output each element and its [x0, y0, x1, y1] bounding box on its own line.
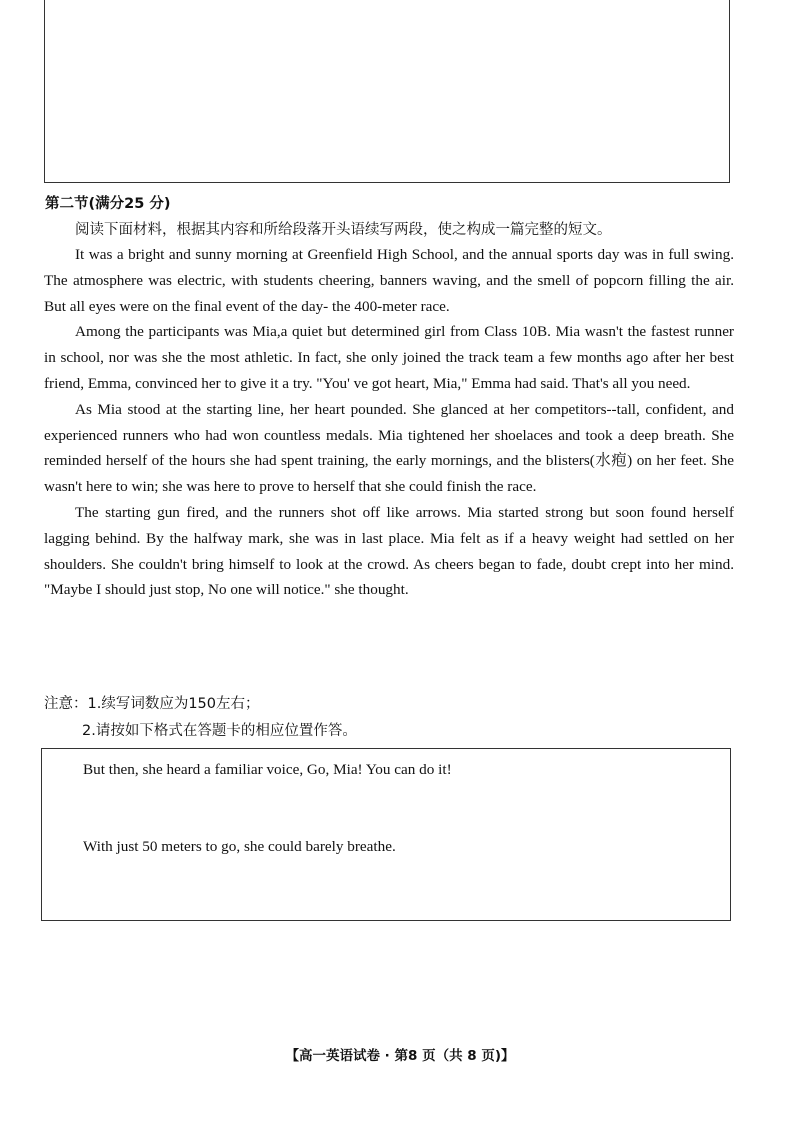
- paragraph-1-opening: But then, she heard a familiar voice, Go, Mia! You can do it!: [83, 761, 452, 778]
- section-instruction: 阅读下面材料，根据其内容和所给段落开头语续写两段，使之构成一篇完整的短文。: [75, 222, 612, 238]
- answer-format-box: [41, 748, 731, 921]
- passage-paragraph: As Mia stood at the starting line, her heart pounded. She glanced at her competitors--tall, confident, and experienced runners who had won countless medals. Mia tightened her shoelaces and took a deep breath. She reminded herself of the hours she had spent training, the early mornings, and the blisters(水疱) on her feet. She wasn't here to win; she was here to prove to herself that she could finish the race.: [44, 400, 734, 496]
- passage-paragraph: The starting gun fired, and the runners shot off like arrows. Mia started strong but soon found herself lagging behind. By the halfway mark, she was in last place. Mia felt as if a heavy weight had settled on her shoulders. She couldn't bring himself to look at the crowd. As cheers began to fade, doubt crept into her mind. "Maybe I should just stop, No one will notice." she thought.: [44, 503, 734, 599]
- page-footer: 【高一英语试卷 · 第8 页（共 8 页)】: [285, 1048, 515, 1064]
- previous-answer-box: [44, 0, 730, 183]
- passage-paragraph: Among the participants was Mia,a quiet but determined girl from Class 10B. Mia wasn't the fastest runner in school, nor was she the most athletic. In fact, she only joined the track team a few months ago after her best friend, Emma, convinced her to give it a try. "You' ve got heart, Mia," Emma had said. That's all you need.: [44, 323, 734, 392]
- section-heading: 第二节(满分25 分): [45, 196, 171, 212]
- reading-passage: [44, 242, 734, 603]
- passage-paragraph: It was a bright and sunny morning at Greenfield High School, and the annual sports day was in full swing. The atmosphere was electric, with students cheering, banners waving, and the smell of popcorn filling the air. But all eyes were on the final event of the day- the 400-meter race.: [44, 246, 734, 315]
- notes-title: 注意：1.续写词数应为150左右；: [44, 696, 260, 712]
- notes-item-2: 2.请按如下格式在答题卡的相应位置作答。: [82, 723, 357, 739]
- paragraph-2-opening: With just 50 meters to go, she could barely breathe.: [83, 838, 396, 855]
